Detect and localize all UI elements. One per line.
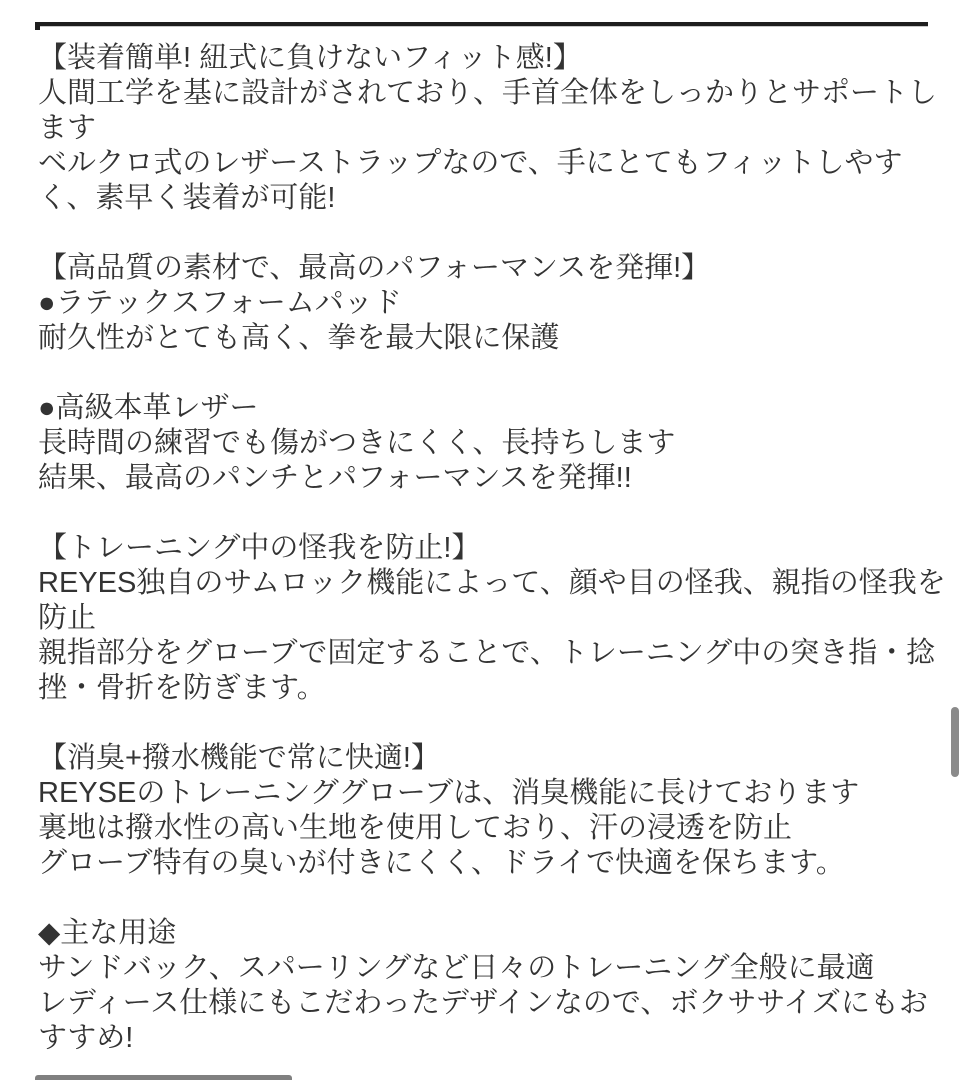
text-line: グローブ特有の臭いが付きにくく、ドライで快適を保ちます。 (38, 847, 845, 879)
text-line: ◆主な用途 (38, 917, 177, 949)
bottom-divider-partial (35, 1075, 292, 1080)
text-line: 防止 (38, 602, 97, 634)
text-line: すすめ! (38, 1022, 134, 1054)
section-injury-prevention (38, 531, 946, 706)
section-high-quality-material (38, 251, 938, 356)
text-line: 【消臭+撥水機能で常に快適!】 (38, 742, 440, 774)
text-line: 裏地は撥水性の高い生地を使用しており、汗の浸透を防止 (38, 812, 793, 844)
text-line: 耐久性がとても高く、拳を最大限に保護 (38, 322, 560, 354)
text-line: 【装着簡単! 紐式に負けないフィット感!】 (38, 42, 582, 74)
text-line: 親指部分をグローブで固定することで、トレーニング中の突き指・捻 (38, 637, 936, 669)
text-line: サンドバック、スパーリングなど日々のトレーニング全般に最適 (38, 952, 875, 984)
text-line: ます (38, 112, 97, 144)
text-line: 人間工学を基に設計がされており、手首全体をしっかりとサポートし (38, 77, 938, 109)
text-line: ベルクロ式のレザーストラップなので、手にとてもフィットしやす (38, 147, 903, 179)
text-line: 【高品質の素材で、最高のパフォーマンスを発揮!】 (38, 252, 711, 284)
text-line: 【トレーニング中の怪我を防止!】 (38, 532, 481, 564)
top-divider (35, 22, 928, 26)
scrollbar-thumb[interactable] (951, 707, 959, 777)
product-description (38, 41, 946, 1056)
text-line: 長時間の練習でも傷がつきにくく、長持ちします (38, 427, 676, 459)
text-line: 結果、最高のパンチとパフォーマンスを発揮!! (38, 462, 632, 494)
section-easy-fit (38, 41, 938, 216)
section-main-uses (38, 916, 938, 1056)
section-genuine-leather (38, 391, 938, 496)
text-line: ●ラテックスフォームパッド (38, 287, 402, 319)
section-deodorant-water-repellent (38, 741, 938, 881)
text-line: く、素早く装着が可能! (38, 182, 336, 214)
text-line: REYSEのトレーニンググローブは、消臭機能に長けております (38, 777, 860, 809)
text-line: レディース仕様にもこだわったデザインなので、ボクササイズにもお (38, 987, 929, 1019)
text-line: 挫・骨折を防ぎます。 (38, 672, 326, 704)
text-line: REYES独自のサムロック機能によって、顔や目の怪我、親指の怪我を (38, 567, 946, 599)
text-line: ●高級本革レザー (38, 392, 259, 424)
